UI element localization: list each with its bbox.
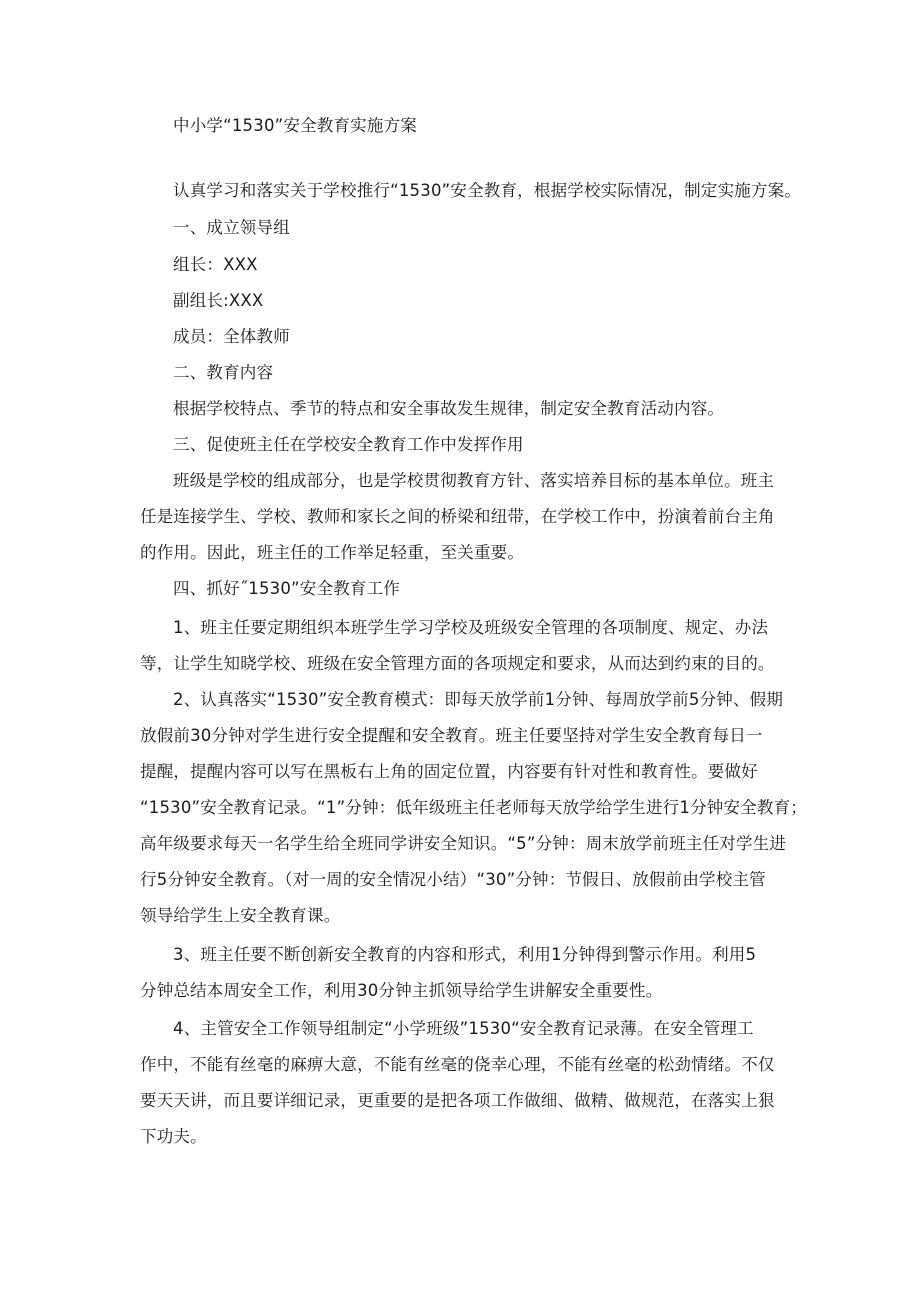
paragraph-line: 作中，不能有丝毫的麻痹大意，不能有丝毫的侥幸心理，不能有丝毫的松劲情绪。不仅	[140, 1055, 775, 1074]
paragraph-line: 下功夫。	[140, 1127, 207, 1146]
paragraph-line: 等，让学生知晓学校、班级在安全管理方面的各项规定和要求，从而达到约束的目的。	[140, 654, 775, 673]
intro-paragraph: 认真学习和落实关于学校推行“1530”安全教育，根据学校实际情况，制定实施方案。	[173, 181, 802, 200]
paragraph-line: 2、认真落实“1530”安全教育模式：即每天放学前1分钟、每周放学前5分钟、假期	[173, 690, 784, 709]
leader-line: 组长：XXX	[173, 255, 258, 274]
section-heading-class-teacher: 三、促使班主任在学校安全教育工作中发挥作用	[173, 435, 524, 454]
content-paragraph: 根据学校特点、季节的特点和安全事故发生规律，制定安全教育活动内容。	[173, 399, 725, 418]
paragraph-line: 领导给学生上安全教育课。	[140, 906, 341, 925]
paragraph-line: 要天天讲，而且要详细记录，更重要的是把各项工作做细、做精、做规范，在落实上狠	[140, 1091, 775, 1110]
section-heading-leadership: 一、成立领导组	[173, 218, 290, 237]
paragraph-line: 放假前30分钟对学生进行安全提醒和安全教育。班主任要坚持对学生安全教育每日一	[140, 726, 763, 745]
paragraph-line: 行5分钟安全教育。（对一周的安全情况小结）“30”分钟：节假日、放假前由学校主管	[140, 870, 766, 889]
document-title: 中小学“1530”安全教育实施方案	[173, 116, 417, 135]
paragraph-line: 班级是学校的组成部分，也是学校贯彻教育方针、落实培养目标的基本单位。班主	[173, 471, 775, 490]
paragraph-line: 3、班主任要不断创新安全教育的内容和形式，利用1分钟得到警示作用。利用5	[173, 945, 757, 964]
paragraph-line: 提醒，提醒内容可以写在黑板右上角的固定位置，内容要有针对性和教育性。要做好	[140, 762, 758, 781]
paragraph-line: 高年级要求每天一名学生给全班同学讲安全知识。“5”分钟：周末放学前班主任对学生进	[140, 834, 787, 853]
paragraph-line: 分钟总结本周安全工作，利用30分钟主抓领导给学生讲解安全重要性。	[140, 981, 663, 1000]
paragraph-line: 1、班主任要定期组织本班学生学习学校及班级安全管理的各项制度、规定、办法	[173, 618, 769, 637]
paragraph-line: 4、主管安全工作领导组制定“小学班级”1530“安全教育记录薄。在安全管理工	[173, 1019, 754, 1038]
section-heading-1530-work: 四、抓好˝1530”安全教育工作	[173, 579, 400, 598]
paragraph-line: 的作用。因此，班主任的工作举足轻重，至关重要。	[140, 543, 525, 562]
members-line: 成员：全体教师	[173, 327, 290, 346]
paragraph-line: “1530”安全教育记录。“1”分钟：低年级班主任老师每天放学给学生进行1分钟安全教育；	[140, 798, 807, 817]
section-heading-content: 二、教育内容	[173, 363, 274, 382]
paragraph-line: 任是连接学生、学校、教师和家长之间的桥梁和纽带，在学校工作中，扮演着前台主角	[140, 507, 775, 526]
vice-leader-line: 副组长:XXX	[173, 291, 264, 310]
